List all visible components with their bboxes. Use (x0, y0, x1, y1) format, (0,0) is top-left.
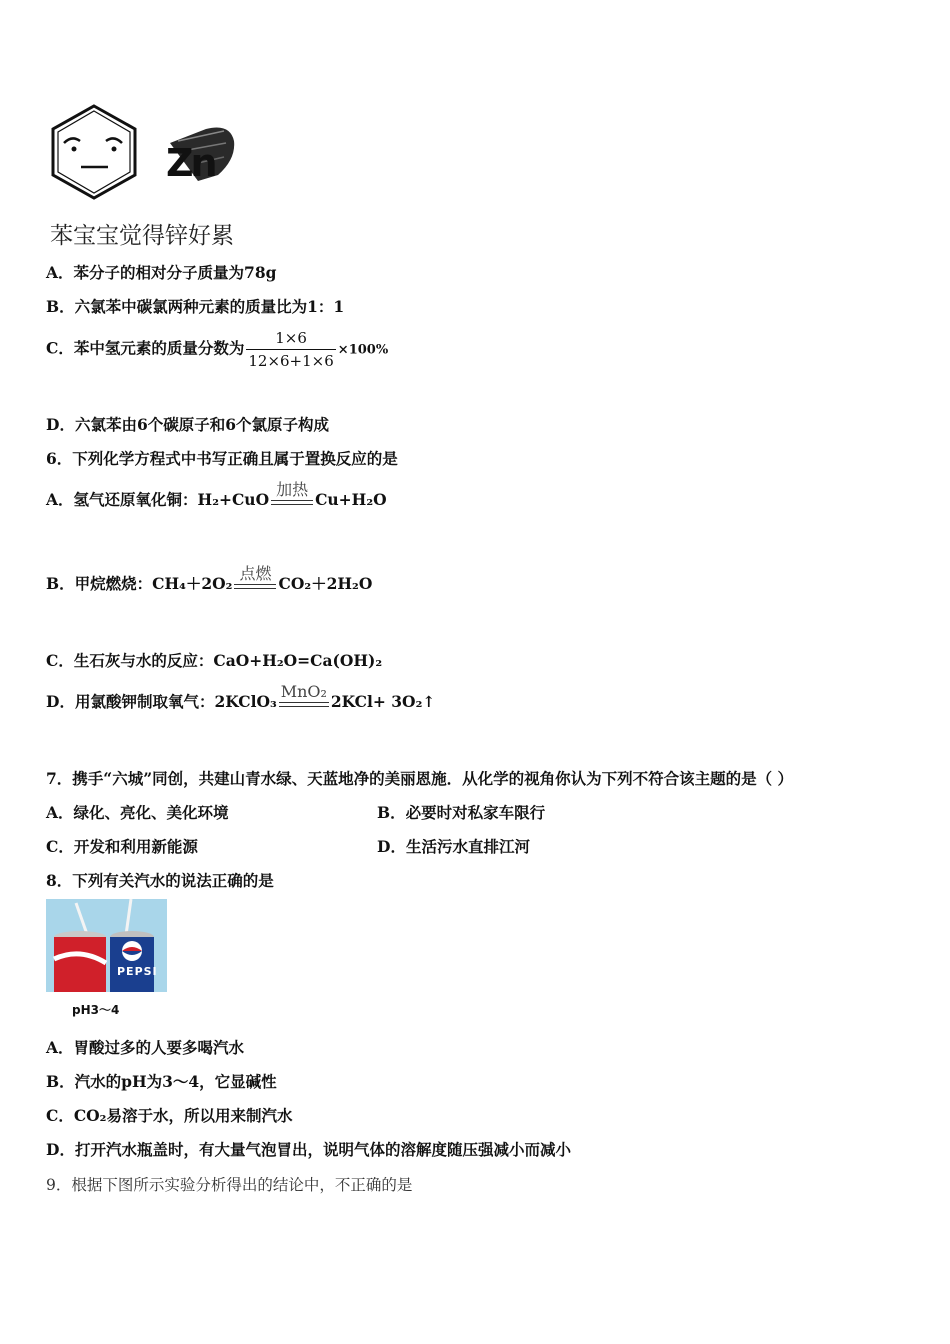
reaction-condition (234, 565, 276, 594)
option-text: 苯中氢元素的质量分数为 (73, 338, 245, 358)
equation-lhs: 2KClO₃ (214, 692, 277, 711)
option-text: 打开汽水瓶盖时，有大量气泡冒出，说明气体的溶解度随压强减小而减小 (74, 1140, 571, 1159)
option-text: 用氯酸钾制取氧气： (74, 692, 215, 711)
option-text: 绿化、亮化、美化环境 (73, 803, 229, 822)
q6-option-c[interactable] (46, 649, 382, 671)
q6-option-b[interactable] (46, 565, 372, 594)
equation-rhs: Cu+H₂O (315, 490, 387, 509)
zn-label: Zn (166, 141, 215, 185)
option-text: 开发和利用新能源 (73, 837, 198, 856)
q9-stem: 9．根据下图所示实验分析得出的结论中，不正确的是 (46, 1176, 413, 1194)
benzene-mascot-icon (48, 103, 248, 203)
option-text: 苯分子的相对分子质量为78g (73, 263, 277, 282)
option-label: C． (46, 837, 74, 856)
q6-option-a[interactable] (46, 481, 387, 510)
q5-option-c[interactable] (46, 329, 388, 370)
option-label: A． (46, 263, 74, 282)
fraction (246, 329, 335, 370)
q6-stem: 6．下列化学方程式中书写正确且属于置换反应的是 (46, 449, 398, 468)
option-label: B． (46, 1072, 75, 1091)
option-label: B． (377, 803, 406, 822)
ph-label: pH3～4 (72, 1003, 120, 1017)
q8-option-c[interactable] (46, 1104, 292, 1126)
benzene-mascot-figure (48, 103, 248, 203)
q7-option-a[interactable] (46, 801, 229, 823)
q5-option-a[interactable] (46, 261, 276, 283)
q6-option-d[interactable] (46, 683, 435, 712)
q5-option-d[interactable] (46, 413, 329, 435)
option-label: A． (46, 490, 74, 509)
equation-lhs: H₂+CuO (197, 490, 270, 509)
soda-cans-icon (46, 899, 167, 992)
option-text: CO₂易溶于水，所以用来制汽水 (73, 1106, 293, 1125)
option-text: 六氯苯由6个碳原子和6个氯原子构成 (74, 415, 330, 434)
option-label: D． (377, 837, 406, 856)
reaction-condition (271, 481, 313, 510)
q8-option-b[interactable] (46, 1070, 277, 1092)
option-label: C． (46, 1106, 74, 1125)
option-suffix: ×100% (337, 342, 389, 358)
equation-lhs: CH₄＋2O₂ (152, 574, 233, 593)
option-text: 必要时对私家车限行 (405, 803, 546, 822)
soda-cans-image (46, 899, 167, 992)
condition-text: MnO₂ (280, 682, 327, 701)
option-label: D． (46, 415, 75, 434)
figure-caption: 苯宝宝觉得锌好累 (50, 223, 234, 249)
option-label: B． (46, 574, 75, 593)
option-label: C． (46, 338, 74, 358)
option-label: A． (46, 803, 74, 822)
fraction-denominator: 12×6+1×6 (246, 349, 335, 370)
option-text: 六氯苯中碳氯两种元素的质量比为1：1 (74, 297, 345, 316)
q5-option-b[interactable] (46, 295, 344, 317)
condition-text: 加热 (276, 480, 309, 499)
condition-text: 点燃 (239, 564, 272, 583)
option-label: D． (46, 692, 75, 711)
q7-stem: 7．携手“六城”同创，共建山青水绿、天蓝地净的美丽恩施．从化学的视角你认为下列不符合该主题的是（ ） (46, 769, 794, 788)
q8-stem: 8．下列有关汽水的说法正确的是 (46, 871, 274, 890)
equation: CaO+H₂O=Ca(OH)₂ (213, 651, 383, 670)
option-text: 甲烷燃烧： (74, 574, 153, 593)
option-label: C． (46, 651, 74, 670)
reaction-condition (279, 683, 329, 712)
option-text: 胃酸过多的人要多喝汽水 (73, 1038, 245, 1057)
q8-option-a[interactable] (46, 1036, 244, 1058)
q8-option-d[interactable] (46, 1138, 571, 1160)
option-text: 生活污水直排江河 (405, 837, 530, 856)
can-brand-text: PEPSI (117, 965, 158, 978)
option-text: 生石灰与水的反应： (73, 651, 214, 670)
q7-option-c[interactable] (46, 835, 198, 857)
equation-rhs: CO₂＋2H₂O (278, 574, 373, 593)
option-label: B． (46, 297, 75, 316)
equation-rhs: 2KCl+ 3O₂↑ (330, 692, 436, 711)
q7-option-d[interactable] (377, 835, 530, 857)
option-label: A． (46, 1038, 74, 1057)
option-text: 氢气还原氧化铜： (73, 490, 198, 509)
option-label: D． (46, 1140, 75, 1159)
option-text: 汽水的pH为3～4，它显碱性 (74, 1072, 277, 1091)
q7-option-b[interactable] (377, 801, 545, 823)
fraction-numerator: 1×6 (275, 329, 307, 347)
